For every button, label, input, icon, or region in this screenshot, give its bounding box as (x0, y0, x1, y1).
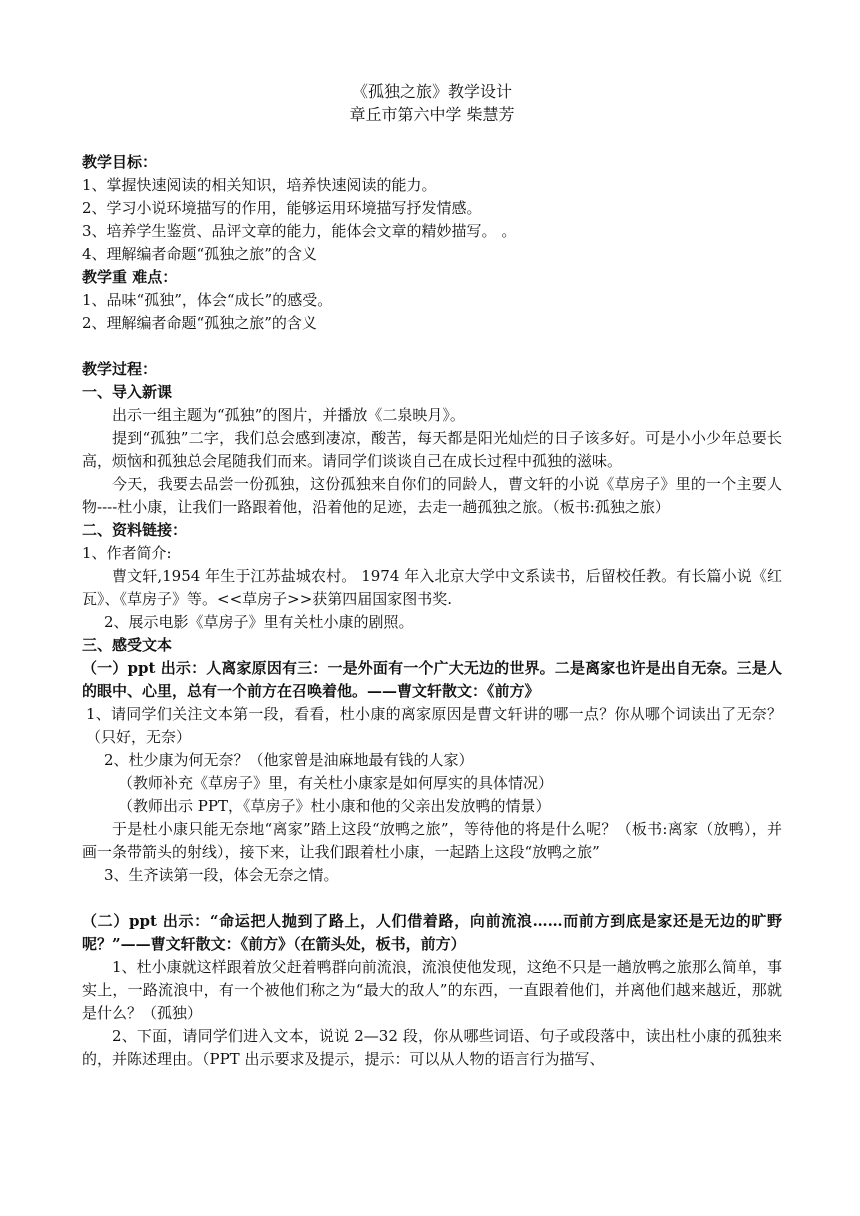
paragraph: 于是杜小康只能无奈地“离家”踏上这段“放鸭之旅”，等待他的将是什么呢？（板书:离家（放鸭），并画一条带箭头的射线），接下来，让我们跟着杜小康，一起踏上这段“放鸭之旅” (82, 820, 782, 861)
note-item: （教师出示 PPT，《草房子》杜小康和他的父亲出发放鸭的情景） (118, 797, 551, 815)
doc-author: 章丘市第六中学 柴慧芳 (349, 105, 515, 124)
question-item: 3、生齐读第一段，体会无奈之情。 (104, 866, 339, 884)
section3-heading: 三、感受文本 (82, 636, 173, 654)
paragraph: 今天，我要去品尝一份孤独，这份孤独来自你们的同龄人，曹文轩的小说《草房子》里的一个主要人物----杜小康，让我们一路跟着他，沿着他的足迹，去走一趟孤独之旅。（板书:孤独之旅） (82, 475, 782, 516)
part2-heading: （二）ppt 出示：“命运把人抛到了路上，人们借着路，向前流浪……而前方到底是家还是无边的旷野呢？”——曹文轩散文：《前方》（在箭头处，板书，前方） (82, 912, 782, 953)
note-item: （教师补充《草房子》里，有关杜小康家是如何厚实的具体情况） (118, 774, 554, 792)
list-item: 1、作者简介: (82, 544, 172, 562)
goals-heading: 教学目标： (82, 153, 158, 171)
goal-item: 3、培养学生鉴赏、品评文章的能力，能体会文章的精妙描写。 。 (82, 222, 517, 240)
section1-heading: 一、导入新课 (82, 383, 173, 401)
paragraph: 曹文轩,1954 年生于江苏盐城农村。 1974 年入北京大学中文系读书，后留校任教。有长篇小说《红瓦》、《草房子》等。<<草房子>>获第四届国家图书奖. (82, 567, 782, 608)
question-item: 2、杜少康为何无奈？（他家曾是油麻地最有钱的人家） (104, 751, 474, 769)
section2-heading: 二、资料链接： (82, 521, 188, 539)
goal-item: 2、学习小说环境描写的作用，能够运用环境描写抒发情感。 (82, 199, 482, 217)
part1-heading: （一）ppt 出示：人离家原因有三：一是外面有一个广大无边的世界。二是离家也许是出自无奈。三是人的眼中、心里，总有一个前方在召唤着他。——曹文轩散文：《前方》 (82, 659, 782, 700)
process-heading: 教学过程： (82, 360, 158, 378)
doc-title: 《孤独之旅》教学设计 (351, 82, 512, 101)
paragraph: 出示一组主题为“孤独”的图片，并播放《二泉映月》。 (112, 406, 465, 424)
paragraph: 2、下面，请同学们进入文本，说说 2—32 段，你从哪些词语、句子或段落中，读出杜小康的孤独来的，并陈述理由。（PPT 出示要求及提示，提示：可以从人物的语言行为描写、 (82, 1027, 782, 1068)
key-item: 1、品味“孤独”，体会“成长”的感受。 (82, 291, 333, 309)
document-page (82, 80, 782, 1071)
paragraph: 1、杜小康就这样跟着放父赶着鸭群向前流浪，流浪使他发现，这绝不只是一趟放鸭之旅那么简单，事实上，一路流浪中，有一个被他们称之为“最大的敌人”的东西，一直跟着他们，并离他们越来越近，那就是什么？（孤独） (82, 958, 782, 1022)
keys-heading: 教学重 难点： (82, 268, 178, 286)
question-item: 1、请同学们关注文本第一段，看看，杜小康的离家原因是曹文轩讲的哪一点？你从哪个词读出了无奈？（只好，无奈） (86, 705, 782, 746)
goal-item: 4、理解编者命题“孤独之旅”的含义 (82, 245, 317, 263)
key-item: 2、理解编者命题“孤独之旅”的含义 (82, 314, 317, 332)
paragraph: 提到“孤独”二字，我们总会感到凄凉，酸苦，每天都是阳光灿烂的日子该多好。可是小小少年总要长高，烦恼和孤独总会尾随我们而来。请同学们谈谈自己在成长过程中孤独的滋味。 (82, 429, 782, 470)
goal-item: 1、掌握快速阅读的相关知识，培养快速阅读的能力。 (82, 176, 437, 194)
list-item: 2、展示电影《草房子》里有关杜小康的剧照。 (104, 613, 414, 631)
